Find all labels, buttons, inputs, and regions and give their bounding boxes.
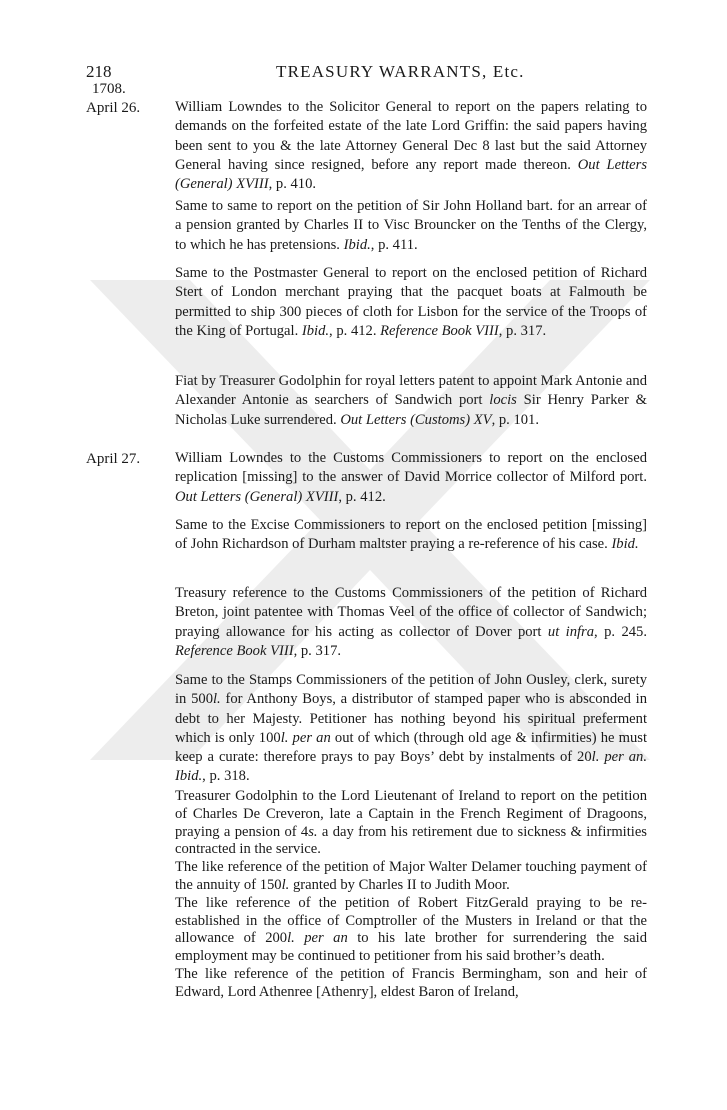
entry-lowndes-solicitor-general: William Lowndes to the Solicitor General to report on the papers relating to demands on the forfeited estate of the late Lord Griffin: the said papers having been sent to you & the late Attorney General Dec 8 last but the said Attorney General having since resigned, before any report made thereon. Out Letters (General) XVIII, p. 410. — [175, 99, 648, 193]
page-number: 218 — [86, 62, 112, 81]
year-heading: 1708. — [92, 81, 126, 97]
entry-postmaster-general: Same to the Postmaster General to report on the enclosed petition of Richard Stert of London merchant praying that the pacquet boats at Falmouth be permitted to ship 300 pieces of cloth for Lisbon for the service of the Troops of the King of Portugal. Ibid., p. 412. Reference Book VIII, p. 317. — [175, 265, 647, 339]
paragraph-bermingham: The like reference of the petition of Francis Bermingham, son and heir of Edward, Lord Athenree [Athenry], eldest Baron of Ireland, — [175, 965, 647, 1000]
paragraph-creveron: Treasurer Godolphin to the Lord Lieutenant of Ireland to report on the petition of Charles De Creveron, late a Captain in the French Regiment of Dragoons, praying a pension of 4s. a day from his retirement due to sickness & infirmities contracted in the service. — [175, 788, 647, 858]
entry-excise-richardson: Same to the Excise Commissioners to report on the enclosed petition [missing] of John Richardson of Durham maltster praying a re-reference of his case. Ibid. — [175, 517, 647, 553]
date-april-27: April 27. — [86, 451, 141, 467]
entry-customs-replication: William Lowndes to the Customs Commissioners to report on the enclosed replication [missing] to the answer of David Morrice collector of Milford port. Out Letters (General) XVIII, p. 412. — [175, 450, 647, 505]
date-april-26: April 26. — [86, 100, 141, 116]
running-title: TREASURY WARRANTS, Etc. — [276, 62, 525, 81]
paragraph-delamer: The like reference of the petition of Major Walter Delamer touching payment of the annuity of 150l. granted by Charles II to Judith Moor. — [175, 859, 647, 893]
entry-fiat-godolphin: Fiat by Treasurer Godolphin for royal letters patent to appoint Mark Antonie and Alexander Antonie as searchers of Sandwich port locis Sir Henry Parker & Nicholas Luke surrendered. Out Letters (Customs) XV, p. 101. — [175, 373, 647, 428]
entry-lord-lieutenant-ireland — [175, 788, 647, 1002]
paragraph-fitzgerald: The like reference of the petition of Robert FitzGerald praying to be re-established in the office of Comptroller of the Musters in Ireland or that the allowance of 200l. per an to his late brother for surrendering the said employment may be continued to petitioner from his said brother’s death. — [175, 894, 647, 965]
entry-breton-reference: Treasury reference to the Customs Commissioners of the petition of Richard Breton, joint patentee with Thomas Veel of the office of collector of Sandwich; praying allowance for his acting as collector of Dover port ut infra, p. 245. Reference Book VIII, p. 317. — [175, 585, 648, 659]
entry-stamps-ousley: Same to the Stamps Commissioners of the petition of John Ousley, clerk, surety in 500l. for Anthony Boys, a distributor of stamped paper who is absconded in debt to her Majesty. Petitioner has nothing beyond his spiritual preferment which is only 100l. per an out of which (through old age & infirmities) he must keep a curate: therefore prays to pay Boys’ debt by instalments of 20l. per an. Ibid., p. 318. — [175, 672, 648, 785]
entry-holland-pension: Same to same to report on the petition of Sir John Holland bart. for an arrear of a pension granted by Charles II to Visc Brouncker on the Tenths of the Clergy, to which he has pretensions. Ibid., p. 411. — [175, 198, 647, 253]
